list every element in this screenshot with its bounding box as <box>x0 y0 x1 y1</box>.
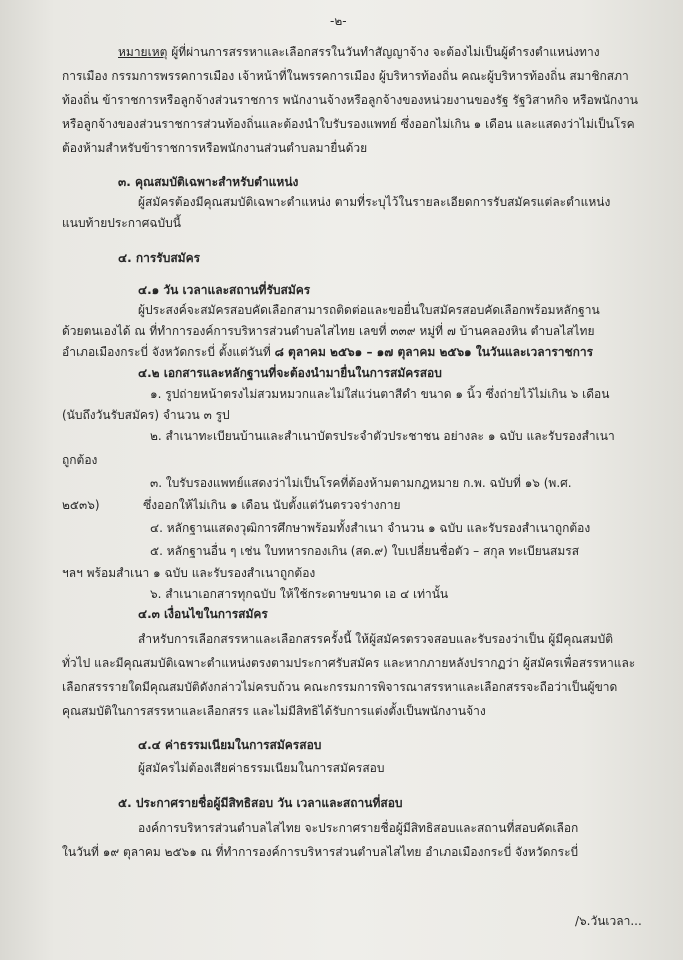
section-3-heading: ๓. คุณสมบัติเฉพาะสำหรับตำแหน่ง <box>118 175 299 189</box>
section-4-1-line-3 <box>62 344 593 360</box>
section-5-line-2: ในวันที่ ๑๙ ตุลาคม ๒๕๖๑ ณ ที่ทำการองค์การบริหารส่วนตำบลไสไทย อำเภอเมืองกระบี่ จังหวัดกระบี่ <box>62 845 579 859</box>
remark-line-1-text: ผู้ที่ผ่านการสรรหาและเลือกสรรในวันทำสัญญาจ้าง จะต้องไม่เป็นผู้ดำรงตำแหน่งทาง <box>171 45 600 59</box>
section-4-4-heading: ๔.๔ ค่าธรรมเนียมในการสมัครสอบ <box>138 738 322 752</box>
section-3-line-1: ผู้สมัครต้องมีคุณสมบัติเฉพาะตำแหน่ง ตามที่ระบุไว้ในรายละเอียดการรับสมัครแต่ละตำแหน่ง <box>138 195 611 209</box>
section-4-1-dates: ๘ ตุลาคม ๒๕๖๑ – ๑๗ ตุลาคม ๒๕๖๑ ในวันและเวลาราชการ <box>274 345 594 359</box>
section-4-3-line-1: สำหรับการเลือกสรรหาและเลือกสรรครั้งนี้ ให้ผู้สมัครตรวจสอบและรับรองว่าเป็น ผู้มีคุณสมบัติ <box>138 632 614 646</box>
remark-line-5: ต้องห้ามสำหรับข้าราชการหรือพนักงานส่วนตำบลมายื่นด้วย <box>62 141 368 155</box>
section-4-1-heading: ๔.๑ วัน เวลาและสถานที่รับสมัคร <box>138 283 311 297</box>
section-4-4-line-1: ผู้สมัครไม่ต้องเสียค่าธรรมเนียมในการสมัครสอบ <box>138 761 385 775</box>
remark-label: หมายเหตุ <box>118 45 168 59</box>
section-4-3-line-4: คุณสมบัติในการสรรหาและเลือกสรร และไม่มีสิทธิได้รับการแต่งตั้งเป็นพนักงานจ้าง <box>62 704 486 718</box>
section-4-2-item-1a: ๑. รูปถ่ายหน้าตรงไม่สวมหมวกและไม่ใส่แว่นตาสีดำ ขนาด ๑ นิ้ว ซึ่งถ่ายไว้ไม่เกิน ๖ เดือน <box>150 387 610 401</box>
continued-reference: /๖.วันเวลา... <box>575 914 642 928</box>
section-4-2-item-5a: ๕. หลักฐานอื่น ๆ เช่น ใบทหารกองเกิน (สด.๙) ใบเปลี่ยนชื่อตัว – สกุล ทะเบียนสมรส <box>150 544 580 558</box>
section-5-line-1: องค์การบริหารส่วนตำบลไสไทย จะประกาศรายชื่อผู้มีสิทธิสอบและสถานที่สอบคัดเลือก <box>138 821 579 835</box>
section-4-2-item-6: ๖. สำเนาเอกสารทุกฉบับ ให้ใช้กระดาษขนาด เอ ๔ เท่านั้น <box>150 587 449 601</box>
section-3-line-2: แนบท้ายประกาศฉบับนี้ <box>62 216 181 230</box>
section-4-3-heading: ๔.๓ เงื่อนไขในการสมัคร <box>138 607 268 621</box>
remark-line-2: การเมือง กรรมการพรรคการเมือง เจ้าหน้าที่ในพรรคการเมือง ผู้บริหารท้องถิ่น คณะผู้บริหารท้องถิ่น สมาชิกสภา <box>62 69 629 83</box>
section-4-3-line-2: ทั่วไป และมีคุณสมบัติเฉพาะตำแหน่งตรงตามประกาศรับสมัคร และหากภายหลังปรากฏว่า ผู้สมัครเพื่อสรรหาและ <box>62 656 636 670</box>
section-4-2-item-3a: ๓. ใบรับรองแพทย์แสดงว่าไม่เป็นโรคที่ต้องห้ามตามกฎหมาย ก.พ. ฉบับที่ ๑๖ (พ.ศ. <box>150 476 572 490</box>
remark-line-1 <box>118 44 600 60</box>
section-4-2-item-2b: ถูกต้อง <box>62 453 98 467</box>
section-4-1-line-2: ด้วยตนเองได้ ณ ที่ทำการองค์การบริหารส่วนตำบลไสไทย เลขที่ ๓๓๙ หมู่ที่ ๗ บ้านคลองหิน ตำบลไสไทย <box>62 324 595 338</box>
section-4-2-item-3b <box>62 497 401 513</box>
section-5-heading: ๕. ประกาศรายชื่อผู้มีสิทธิสอบ วัน เวลาและสถานที่สอบ <box>118 796 403 810</box>
section-4-2-heading: ๔.๒ เอกสารและหลักฐานที่จะต้องนำมายื่นในการสมัครสอบ <box>138 366 442 380</box>
remark-line-4: หรือลูกจ้างของส่วนราชการส่วนท้องถิ่นและต้องนำใบรับรองแพทย์ ซึ่งออกไม่เกิน ๑ เดือน และแสดงว่าไม่เป็นโรค <box>62 117 635 131</box>
section-4-2-item-3b-year: ๒๕๓๖) <box>62 498 100 512</box>
section-4-2-item-1b: (นับถึงวันรับสมัคร) จำนวน ๓ รูป <box>62 408 230 422</box>
section-4-1-line-1: ผู้ประสงค์จะสมัครสอบคัดเลือกสามารถติดต่อและขอยื่นใบสมัครสอบคัดเลือกพร้อมหลักฐาน <box>138 303 600 317</box>
section-4-2-item-5b: ฯลฯ พร้อมสำเนา ๑ ฉบับ และรับรองสำเนาถูกต้อง <box>62 566 316 580</box>
section-4-2-item-3b-text: ซึ่งออกให้ไม่เกิน ๑ เดือน นับตั้งแต่วันตรวจร่างกาย <box>143 498 401 512</box>
remark-line-3: ท้องถิ่น ข้าราชการหรือลูกจ้างส่วนราชการ พนักงานจ้างหรือลูกจ้างของหน่วยงานของรัฐ รัฐวิสาหกิจ หรือพนักงาน <box>62 93 638 107</box>
section-4-2-item-2a: ๒. สำเนาทะเบียนบ้านและสำเนาบัตรประจำตัวประชาชน อย่างละ ๑ ฉบับ และรับรองสำเนา <box>150 429 615 443</box>
page-number: -๒- <box>330 14 347 28</box>
section-4-1-line-3a: อำเภอเมืองกระบี่ จังหวัดกระบี่ ตั้งแต่วันที่ <box>62 345 271 359</box>
section-4-3-line-3: เลือกสรรรายใดมีคุณสมบัติดังกล่าวไม่ครบถ้วน คณะกรรมการพิจารณาสรรหาและเลือกสรรจะถือว่าเป็นผู้ขาด <box>62 680 618 694</box>
section-4-heading: ๔. การรับสมัคร <box>118 251 201 265</box>
section-4-2-item-4: ๔. หลักฐานแสดงวุฒิการศึกษาพร้อมทั้งสำเนา จำนวน ๑ ฉบับ และรับรองสำเนาถูกต้อง <box>150 521 591 535</box>
